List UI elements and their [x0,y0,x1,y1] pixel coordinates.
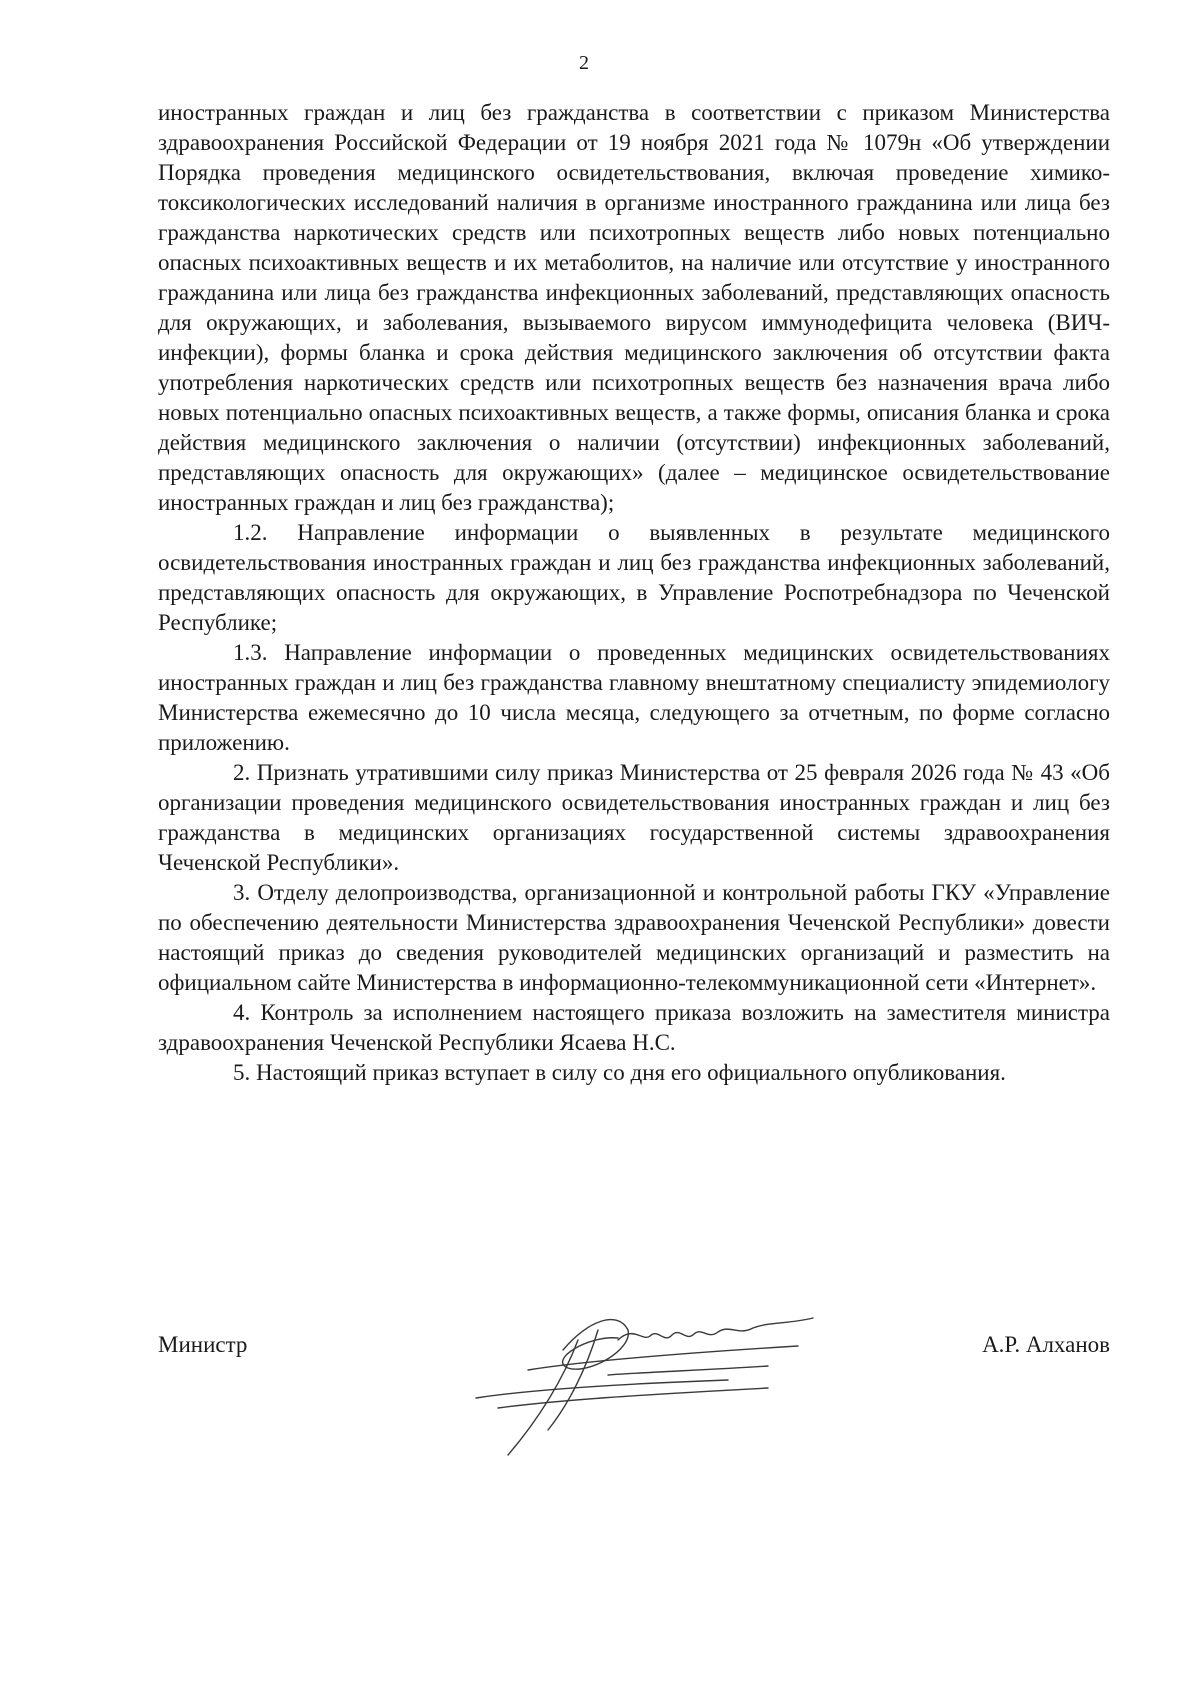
paragraph-item-3: 3. Отделу делопроизводства, организационной и контрольной работы ГКУ «Управление по обеспечению деятельности Министерства здравоохранения Чеченской Республики» довести настоящий приказ до сведения руководителей медицинских организаций и разместить на официальном сайте Министерства в информационно-телекоммуникационной сети «Интернет». [158,880,1110,995]
paragraph-item-4: 4. Контроль за исполнением настоящего приказа возложить на заместителя министра здравоохранения Чеченской Республики Ясаева Н.С. [158,1000,1110,1055]
document-body [158,98,1110,1088]
paragraph-item-2: 2. Признать утратившими силу приказ Министерства от 25 февраля 2026 года № 43 «Об организации проведения медицинского освидетельствования иностранных граждан и лиц без гражданства в медицинских организациях государственной системы здравоохранения Чеченской Республики». [158,760,1110,875]
paragraph-item-1-3: 1.3. Направление информации о проведенных медицинских освидетельствованиях иностранных граждан и лиц без гражданства главному внештатному специалисту эпидемиологу Министерства ежемесячно до 10 числа месяца, следующего за отчетным, по форме согласно приложению. [158,640,1110,755]
handwritten-signature [468,1280,838,1460]
paragraph-continuation: иностранных граждан и лиц без гражданства в соответствии с приказом Министерства здравоохранения Российской Федерации от 19 ноября 2021 года № 1079н «Об утверждении Порядка проведения медицинского освидетельствования, включая проведение химико-токсикологических исследований наличия в организме иностранного гражданина или лица без гражданства наркотических средств или психотропных веществ либо новых потенциально опасных психоактивных веществ и их метаболитов, на наличие или отсутствие у иностранного гражданина или лица без гражданства инфекционных заболеваний, представляющих опасность для окружающих, и заболевания, вызываемого вирусом иммунодефицита человека (ВИЧ-инфекции), формы бланка и срока действия медицинского заключения об отсутствии факта употребления наркотических средств или психотропных веществ без назначения врача либо новых потенциально опасных психоактивных веществ, а также формы, описания бланка и срока действия медицинского заключения о наличии (отсутствии) инфекционных заболеваний, представляющих опасность для окружающих» (далее – медицинское освидетельствование иностранных граждан и лиц без гражданства); [158,100,1110,515]
paragraph-item-1-2: 1.2. Направление информации о выявленных в результате медицинского освидетельствования иностранных граждан и лиц без гражданства инфекционных заболеваний, представляющих опасность для окружающих, в Управление Роспотребнадзора по Чеченской Республике; [158,520,1110,635]
signatory-name: А.Р. Алханов [982,1332,1110,1357]
paragraph-item-5: 5. Настоящий приказ вступает в силу со дня его официального опубликования. [233,1060,1006,1085]
signatory-position: Министр [158,1332,248,1357]
signature-block [158,1320,1110,1470]
page-number: 2 [579,52,589,74]
